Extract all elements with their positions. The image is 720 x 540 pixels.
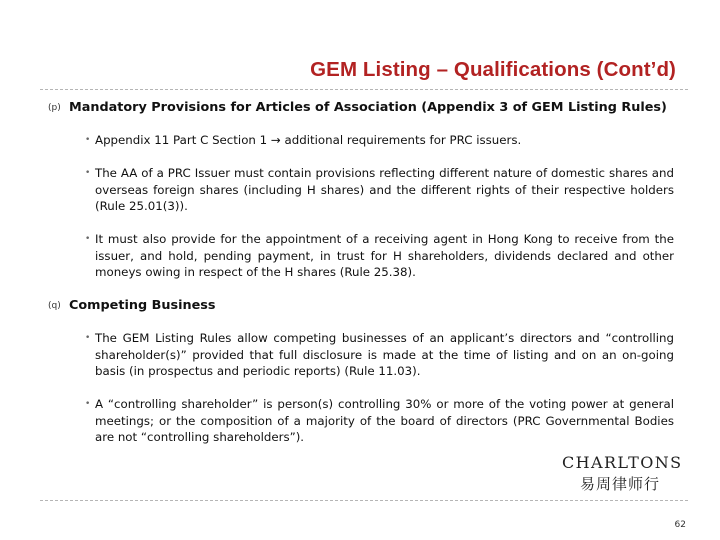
list-item <box>82 330 674 380</box>
bullet-icon: • <box>85 234 91 244</box>
list-item-text: It must also provide for the appointment of a receiving agent in Hong Kong to receive from the issuer, and hold, pending payment, in trust for H shareholders, dividends declared and other moneys owing in respect of the H shares (Rule 25.38). <box>95 232 674 280</box>
top-divider <box>40 89 688 90</box>
bullet-icon: • <box>85 399 91 409</box>
bullet-icon: • <box>85 333 91 343</box>
list-item <box>82 396 674 446</box>
bullet-icon: • <box>85 168 91 178</box>
list-item-text: The AA of a PRC Issuer must contain provisions reflecting different nature of domestic shares and overseas foreign shares (including H shares) and the different rights of their respective holders (Rule 25.01(3)). <box>95 166 674 214</box>
charltons-logo <box>556 451 688 496</box>
logo-chinese-name: 易周律师行 <box>580 475 661 493</box>
section-heading-text: Competing Business <box>69 298 216 313</box>
logo-name: CHARLTONS <box>562 453 683 472</box>
list-item <box>82 231 674 281</box>
section-heading-q <box>48 298 215 313</box>
section-heading-text: Mandatory Provisions for Articles of Association (Appendix 3 of GEM Listing Rules) <box>69 100 667 115</box>
section-marker: (q) <box>48 301 61 311</box>
bullet-icon: • <box>85 135 91 145</box>
section-marker: (p) <box>48 103 61 113</box>
list-item-text: Appendix 11 Part C Section 1 → additional requirements for PRC issuers. <box>95 133 522 147</box>
bottom-divider <box>40 500 688 501</box>
list-item <box>82 132 674 149</box>
section-heading-p <box>48 100 667 115</box>
list-item-text: The GEM Listing Rules allow competing businesses of an applicant’s directors and “controlling shareholder(s)” provided that full disclosure is made at the time of listing and on an on-going basis (in prospectus and periodic reports) (Rule 11.03). <box>95 331 674 379</box>
slide-title: GEM Listing – Qualifications (Cont’d) <box>310 58 676 81</box>
list-item <box>82 165 674 215</box>
page-number: 62 <box>674 520 686 530</box>
list-item-text: A “controlling shareholder” is person(s) controlling 30% or more of the voting power at general meetings; or the composition of a majority of the board of directors (PRC Governmental Bodies are not “controlling shareholders”). <box>95 397 674 445</box>
